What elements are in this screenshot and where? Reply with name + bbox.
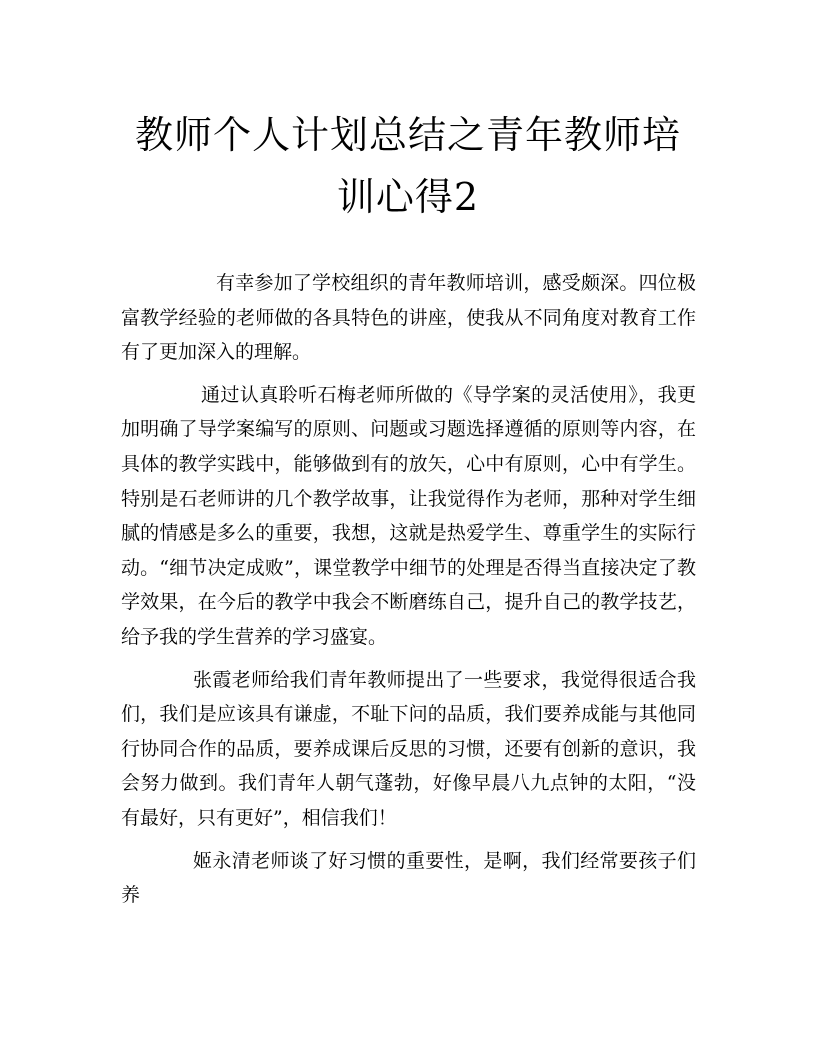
document-title: 教师个人计划总结之青年教师培训心得2 — [134, 113, 681, 219]
paragraph-ji-yongqing: 姬永清老师谈了好习惯的重要性，是啊，我们经常要孩子们养 — [121, 849, 696, 907]
paragraph-shi-mei: 通过认真聆听石梅老师所做的《导学案的灵活使用》，我更加明确了导学案编写的原则、问题或习题选择遵循的原则等内容，在具体的教学实践中，能够做到有的放矢，心中有原则，心中有学生。特别是石老师讲的几个教学故事，让我觉得作为老师，那种对学生细腻的情感是多么的重要，我想，这就是热爱学生、尊重学生的实际行动。“细节决定成败”，课堂教学中细节的处理是否得当直接决定了教学效果，在今后的教学中我会不断磨练自己，提升自己的教学技艺，给予我的学生营养的学习盛宴。 — [121, 383, 696, 648]
paragraph-zhang-xia: 张霞老师给我们青年教师提出了一些要求，我觉得很适合我们，我们是应该具有谦虚，不耻下问的品质，我们要养成能与其他同行协同合作的品质，要养成课后反思的习惯，还要有创新的意识，我会努力做到。我们青年人朝气蓬勃，好像早晨八九点钟的太阳，“没有最好，只有更好”，相信我们！ — [121, 668, 696, 829]
document-body — [121, 266, 696, 913]
paragraph-intro: 有幸参加了学校组织的青年教师培训，感受颇深。四位极富教学经验的老师做的各具特色的讲座，使我从不同角度对教育工作有了更加深入的理解。 — [121, 272, 696, 364]
